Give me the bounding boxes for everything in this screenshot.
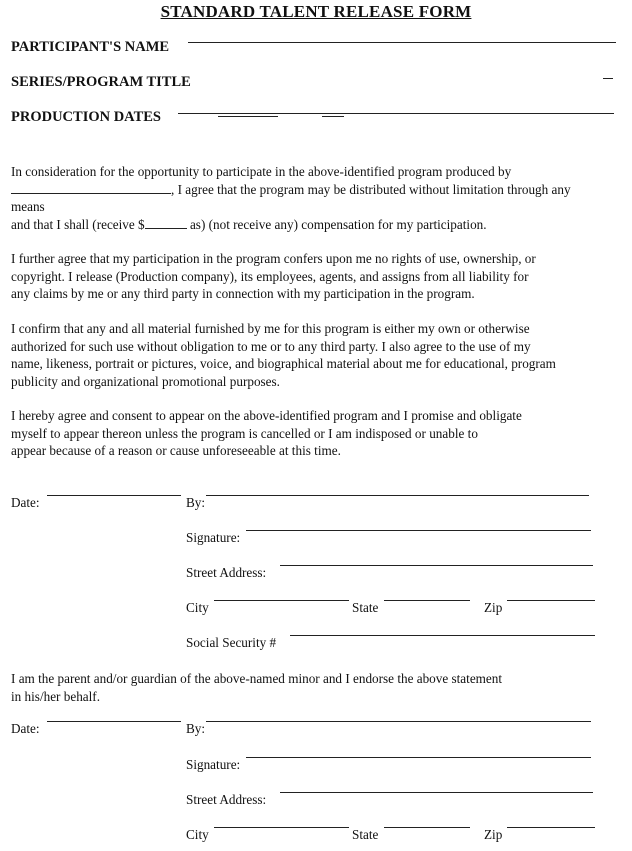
signature-label: Signature: [186,530,241,545]
zip-label: Zip [484,600,503,615]
form-title: STANDARD TALENT RELEASE FORM [160,2,472,21]
guardian-street-address-field[interactable] [280,792,593,793]
paragraph-line: , I agree that the program may be distributed without limitation through any [171,181,571,197]
by-label: By: [186,495,206,510]
guardian-signature-label: Signature: [186,757,241,772]
paragraph-line: appear because of a reason or cause unforeseeable at this time. [11,443,341,459]
guardian-date-field[interactable] [47,721,181,722]
state-field[interactable] [384,600,470,601]
date-field[interactable] [47,495,181,496]
paragraph-line: and that I shall (receive $ [11,216,145,232]
compensation-amount-field[interactable] [145,217,187,229]
paragraph-line: as) (not receive any) compensation for my participation. [186,216,487,232]
street-address-label: Street Address: [186,565,267,580]
series-title-label: SERIES/PROGRAM TITLE [11,74,191,90]
series-title-field[interactable] [603,78,613,79]
consideration-paragraph [11,163,619,233]
materials-paragraph [11,320,619,390]
guardian-zip-field[interactable] [507,827,595,828]
by-field[interactable] [206,495,589,496]
paragraph-line: I further agree that my participation in the program confers upon me no rights of use, ownership, or [11,251,536,266]
rights-paragraph [11,250,619,303]
zip-field[interactable] [507,600,595,601]
paragraph-line: myself to appear thereon unless the program is cancelled or I am indisposed or unable to [11,425,478,441]
production-dates-label: PRODUCTION DATES [11,109,161,125]
city-field[interactable] [214,600,349,601]
guardian-state-label: State [352,827,379,842]
street-address-field[interactable] [280,565,593,566]
date-label: Date: [11,495,40,510]
producer-name-field[interactable] [11,182,171,194]
guardian-street-address-label: Street Address: [186,792,267,807]
production-dates-underline-a [218,116,278,117]
guardian-paragraph [11,670,619,705]
paragraph-line: I am the parent and/or guardian of the above-named minor and I endorse the above statement [11,671,503,686]
state-label: State [352,600,379,615]
guardian-zip-label: Zip [484,827,503,842]
paragraph-line: name, likeness, portrait or pictures, voice, and biographical material about me for educational, program [11,356,556,372]
guardian-signature-field[interactable] [246,757,591,758]
participant-name-field[interactable] [188,42,616,43]
paragraph-line: In consideration for the opportunity to participate in the above-identified program produced by [11,164,512,179]
paragraph-line: in his/her behalf. [11,688,100,704]
paragraph-line: I confirm that any and all material furnished by me for this program is either my own or otherwise [11,321,530,336]
guardian-city-label: City [186,827,209,842]
paragraph-line: copyright. I release (Production company), its employees, agents, and assigns from all liability for [11,268,529,284]
guardian-state-field[interactable] [384,827,470,828]
guardian-city-field[interactable] [214,827,349,828]
consent-paragraph [11,407,619,460]
production-dates-field[interactable] [178,113,614,114]
social-security-label: Social Security # [186,635,277,650]
guardian-by-label: By: [186,721,206,736]
paragraph-line: publicity and organizational promotional purposes. [11,373,280,389]
guardian-date-label: Date: [11,721,40,736]
guardian-by-field[interactable] [206,721,591,722]
paragraph-line: I hereby agree and consent to appear on the above-identified program and I promise and obligate [11,408,522,423]
city-label: City [186,600,209,615]
paragraph-line: authorized for such use without obligation to me or to any third party. I also agree to the use of my [11,338,531,354]
paragraph-line: any claims by me or any third party in connection with my participation in the program. [11,286,475,302]
social-security-field[interactable] [290,635,595,636]
participant-name-label: PARTICIPANT'S NAME [11,39,170,55]
paragraph-line: means [11,199,45,215]
signature-field[interactable] [246,530,591,531]
production-dates-underline-b [322,116,344,117]
